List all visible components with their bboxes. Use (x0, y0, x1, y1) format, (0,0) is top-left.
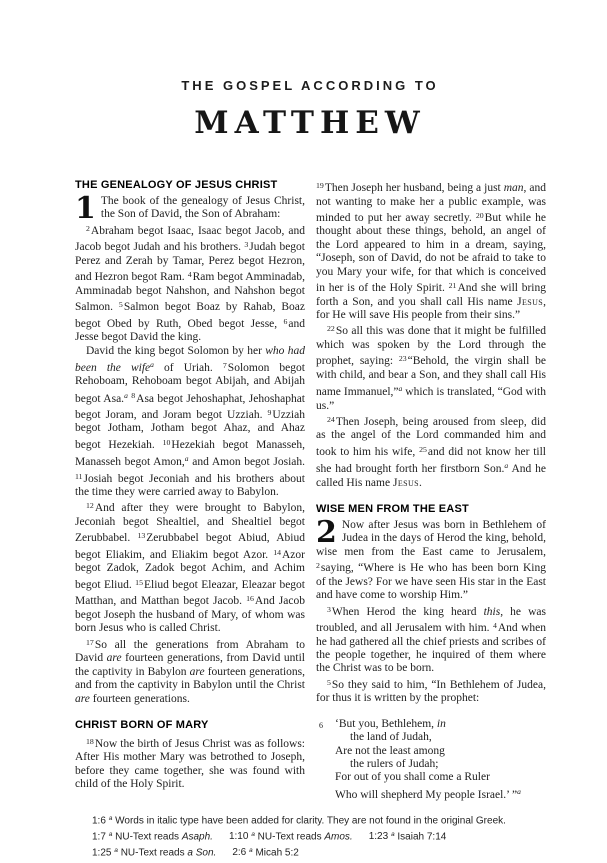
verse-paragraph-ch1-v18: $^{18}$Now the birth of Jesus Christ was as follows: After His mother Mary was betrothed to Joseph, before they came together, she was found with child of the Holy Spirit. (75, 736, 305, 791)
chapter-number-2: 2 (316, 514, 337, 550)
verse-paragraph-ch1-v19-21: $^{19}$Then Joseph her husband, being a just man, and not wanting to make her a public example, was minded to put her away secretly. $^{20}$But while he thought about these things, behold, an angel of the Lord appeared to him in a dream, saying, “Joseph, son of David, do not be afraid to take to you Mary your wife, for that which is conceived in her is of the Holy Spirit. $^{21}$And she will bring forth a Son, and you shall call His name Jesus, for He will save His people from their sins.” (316, 181, 547, 322)
verse-number-6: 6 (319, 720, 323, 730)
book-kicker: THE GOSPEL ACCORDING TO (181, 78, 439, 93)
footnotes-block (75, 812, 545, 859)
poetry-quote-ch2-v6 (316, 718, 546, 802)
verse-paragraph-ch2-v5: $^5$So they said to him, “In Bethlehem of Judea, for thus it is written by the prophet: (316, 677, 546, 705)
book-title: MATTHEW (194, 105, 426, 141)
verse-text: Now after Jesus was born in Bethlehem of Judea in the days of Herod the king, behold, wise men from the East came to Jerusalem, $^2$saying, “Where is He who has been born King of the Jews? For we have seen His star in the East and have come to worship Him.” (316, 518, 546, 602)
poetry-line: Are not the least among (335, 744, 445, 757)
verse-paragraph-ch1-v24-25: $^{24}$Then Joseph, being aroused from sleep, did as the angel of the Lord commanded him and took to him his wife, $^{25}$and did not know her till she had brought forth her firstborn Son.$^a$ And he called His name Jesus. (316, 414, 547, 489)
section-heading-christ-born: CHRIST BORN OF MARY (75, 718, 209, 731)
footnote-line: 1:7 $^a$ NU-Text reads Asaph. 1:10 $^a$ NU-Text reads Amos. 1:23 $^a$ Isaiah 7:14 (92, 830, 447, 843)
section-heading-wise-men: WISE MEN FROM THE EAST (316, 502, 469, 515)
verse-paragraph-ch1-v2-6: $^2$Abraham begot Isaac, Isaac begot Jacob, and Jacob begot Judah and his brothers. $^3$Judah begot Perez and Zerah by Tamar, Perez begot Hezron, and Hezron begot Ram. $^4$Ram begot Amminadab, Amminadab begot Nahshon, and Nahshon begot Salmon. $^5$Salmon begot Boaz by Rahab, Boaz begot Obed by Ruth, Obed begot Jesse, $^6$and Jesse begot David the king. (75, 223, 306, 344)
left-column (75, 179, 305, 802)
verse-paragraph-ch1-v22-23: $^{22}$So all this was done that it might be fulfilled which was spoken by the Lord through the prophet, saying: $^{23}$“Behold, the virgin shall be with child, and bear a Son, and they shall call His name Immanuel,”$^a$ which is translated, “God with us.” (316, 324, 546, 412)
section-heading-genealogy: THE GENEALOGY OF JESUS CHRIST (75, 179, 278, 191)
verse-paragraph-ch2-v1-2 (316, 514, 546, 603)
right-column (316, 179, 546, 802)
poetry-line: For out of you shall come a Ruler (335, 771, 490, 784)
poetry-line: Who will shepherd My people Israel.’ ”$^a$ (335, 786, 521, 801)
chapter-number-1: 1 (75, 191, 96, 226)
poetry-line: the rulers of Judah; (350, 757, 439, 770)
footnote-line: 1:25 $^a$ NU-Text reads a Son. 2:6 $^a$ Micah 5:2 (92, 846, 299, 858)
verse-paragraph-ch1-v17: $^{17}$So all the generations from Abraham to David are fourteen generations, from David until the captivity in Babylon are fourteen generations, and from the captivity in Babylon until the Christ are fourteen generations. (75, 637, 306, 705)
verse-paragraph-ch2-v3-4: $^3$When Herod the king heard this, he was troubled, and all Jerusalem with him. $^4$And when he had gathered all the chief priests and scribes of the people together, he inquired of them where the Christ was to be born. (316, 604, 546, 675)
verse-text: The book of the genealogy of Jesus Christ, the Son of David, the Son of Abraham: (100, 195, 305, 221)
verse-paragraph-ch1-v12-16: $^{12}$And after they were brought to Babylon, Jeconiah begot Shealtiel, and Shealtiel begot Zerubbabel. $^{13}$Zerubbabel begot Abiud, Abiud begot Eliakim, and Eliakim begot Azor. $^{14}$Azor begot Zadok, Zadok begot Achim, and Achim begot Eliud. $^{15}$Eliud begot Eleazar, Eleazar begot Matthan, and Matthan begot Jacob. $^{16}$And Jacob begot Joseph the husband of Mary, of whom was born Jesus who is called Christ. (75, 501, 305, 635)
verse-paragraph-ch1-v1 (75, 191, 305, 226)
poetry-line: the land of Judah, (350, 731, 432, 744)
text-columns (75, 179, 545, 802)
footnote-line: 1:6 $^a$ Words in italic type have been added for clarity. They are not found in the original Greek. (92, 814, 506, 827)
poetry-line: ‘But you, Bethlehem, in (335, 717, 446, 730)
verse-paragraph-ch1-v6b-11: David the king begot Solomon by her who had been the wife$^a$ of Uriah. $^7$Solomon begot Rehoboam, Rehoboam begot Abijah, and Abijah begot Asa.$^a$ $^8$Asa begot Jehoshaphat, Jehoshaphat begot Joram, and Joram begot Uzziah. $^9$Uzziah begot Jotham, Jotham begot Ahaz, and Ahaz begot Hezekiah. $^{10}$Hezekiah begot Manasseh, Manasseh begot Amon,$^a$ and Amon begot Josiah. $^{11}$Josiah begot Jeconiah and his brothers about the time they were carried away to Babylon. (75, 344, 305, 499)
